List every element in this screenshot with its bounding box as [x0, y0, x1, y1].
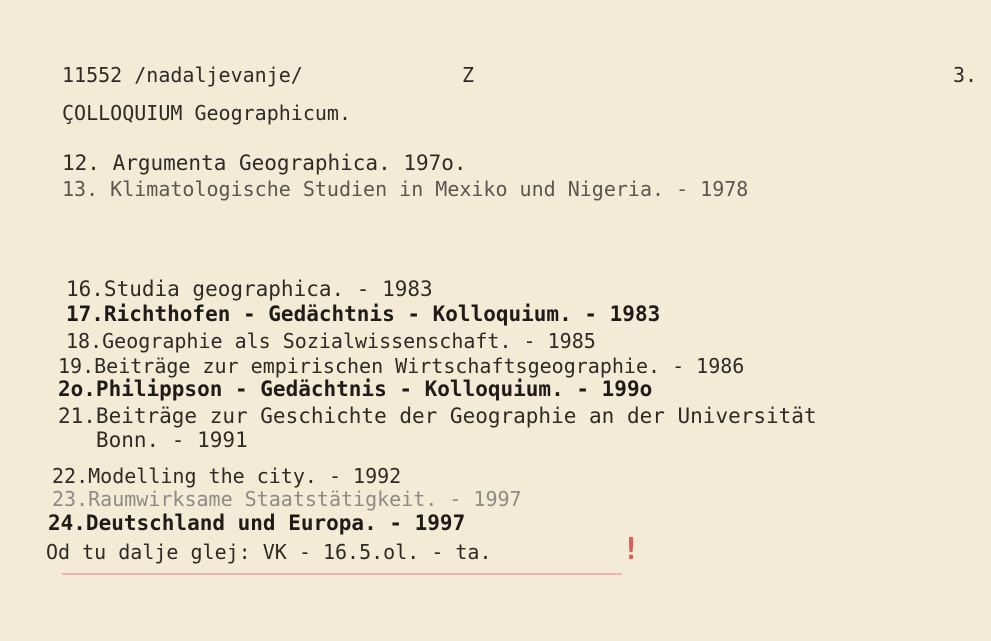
section-letter: Z [462, 63, 475, 87]
entry-18: 18.Geographie als Sozialwissenschaft. - 1985 [66, 329, 596, 353]
call-number: 11552 /nadaljevanje/ [62, 63, 303, 87]
entry-16: 16.Studia geographica. - 1983 [66, 277, 433, 301]
series-title: ÇOLLOQUIUM Geographicum. [62, 101, 351, 125]
red-underline [62, 573, 622, 575]
entry-21-cont: Bonn. - 1991 [58, 428, 248, 452]
cross-reference-note: Od tu dalje glej: VK - 16.5.ol. - ta. [46, 540, 492, 564]
entry-19: 19.Beiträge zur empirischen Wirtschaftsgeographie. - 1986 [58, 354, 745, 378]
entry-12: 12. Argumenta Geographica. 197o. [62, 151, 467, 175]
entry-23: 23.Raumwirksame Staatstätigkeit. - 1997 [52, 487, 522, 511]
entry-24: 24.Deutschland und Europa. - 1997 [48, 511, 466, 535]
entry-21: 21.Beiträge zur Geschichte der Geographie an der Universität [58, 404, 817, 428]
entry-20: 2o.Philippson - Gedächtnis - Kolloquium. - 199o [58, 377, 653, 401]
entry-13: 13. Klimatologische Studien in Mexiko und Nigeria. - 1978 [62, 177, 749, 201]
exclamation-mark: ! [622, 532, 641, 567]
entry-22: 22.Modelling the city. - 1992 [52, 464, 402, 488]
page-number: 3. [953, 63, 978, 87]
entry-17: 17.Richthofen - Gedächtnis - Kolloquium. - 1983 [66, 302, 661, 326]
